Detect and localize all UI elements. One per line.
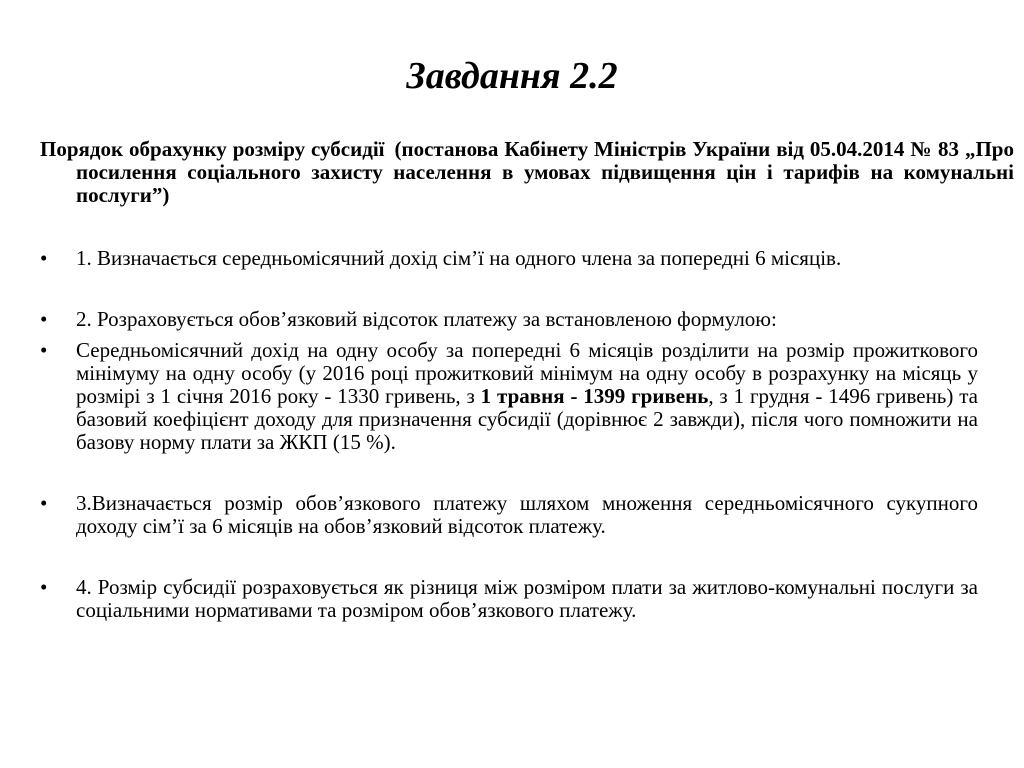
bullet-icon: •: [40, 338, 48, 362]
list-item: [40, 492, 978, 538]
intro-lead: Порядок обрахунку розміру субсидії: [40, 137, 385, 161]
list-item-text: 1. Визначається середньомісячний дохід сім’ї на одного члена за попередні 6 місяців.: [76, 246, 842, 270]
list-item: [40, 339, 978, 454]
intro-rest: (постанова Кабінету Міністрів України від 05.04.2014 № 83 „Про посилення соціального захисту населення в умовах підвищення цін і тарифів на комунальні послуги”): [76, 137, 1014, 207]
slide-title: Завдання 2.2: [406, 55, 618, 97]
list-item-text-part2: , з 1 грудня - 1496 гривень) та базовий коефіцієнт доходу для призначення субсидії (дорівнює 2 завжди), після чого помножити на базову норму плати за ЖКП (15 %).: [76, 384, 978, 454]
bullet-icon: •: [40, 575, 48, 599]
list-item-text: 4. Розмір субсидії розраховується як різниця між розміром плати за житлово-комунальні послуги за соціальними нормативами та розміром обов’язкового платежу.: [76, 575, 978, 622]
list-item: [40, 576, 978, 622]
bullet-icon: •: [40, 491, 48, 515]
bullet-icon: •: [40, 246, 48, 270]
list-item-text: 2. Розраховується обов’язковий відсоток платежу за встановленою формулою:: [76, 307, 777, 331]
list-item-highlight: 1 травня - 1399 гривень: [480, 384, 709, 408]
bullet-list: [40, 247, 978, 622]
bullet-icon: •: [40, 307, 48, 331]
list-item: [40, 247, 978, 270]
list-item-text: 3.Визначається розмір обов’язкового платежу шляхом множення середньомісячного сукупного доходу сім’ї за 6 місяців на обов’язковий відсоток платежу.: [76, 491, 978, 538]
list-item: [40, 308, 978, 331]
list-item-text: [76, 338, 978, 454]
intro-paragraph: [40, 138, 1014, 207]
list-item-text-part1: Середньомісячний дохід на одну особу за попередні 6 місяців розділити на розмір прожиткового мінімуму на одну особу (у 2016 році прожитковий мінімум на одну особу в розрахунку на місяць у розмірі з 1 січня 2016 року - 1330 гривень, з: [76, 338, 978, 408]
